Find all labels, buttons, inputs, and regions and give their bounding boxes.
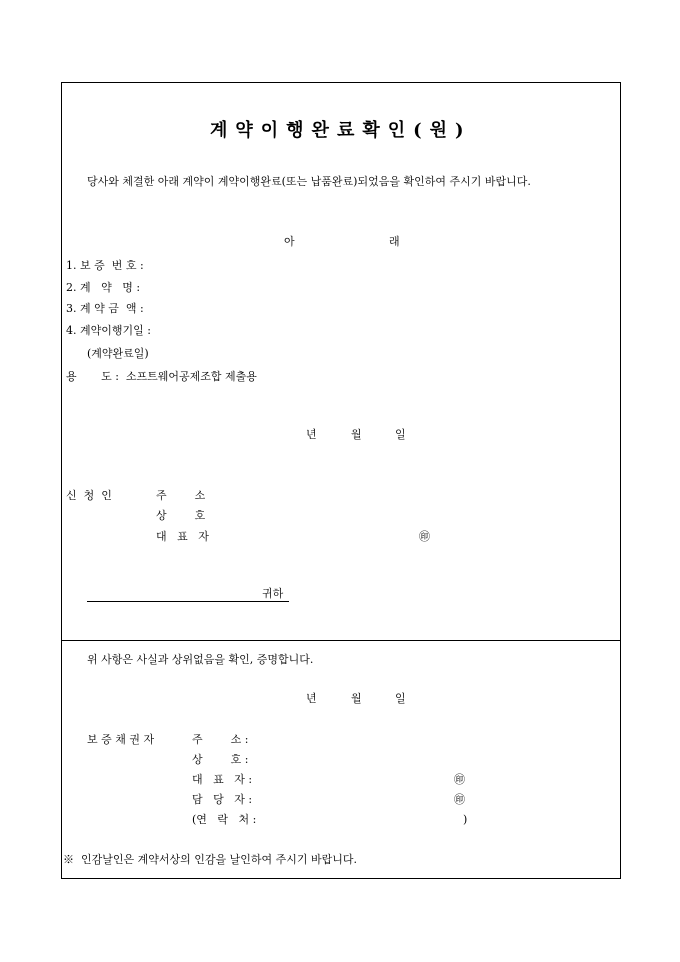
- applicant-seal-mark: ㊞: [419, 530, 430, 543]
- creditor-address: 주 소 :: [192, 733, 249, 746]
- item-guarantee-number: 1. 보 증 번 호 :: [66, 259, 144, 272]
- applicant-representative: 대 표 자: [156, 530, 209, 543]
- section-divider: [61, 640, 621, 641]
- item-purpose: 용 도 : 소프트웨어공제조합 제출용: [66, 370, 257, 383]
- item-performance-date: 4. 계약이행기일 :: [66, 324, 151, 337]
- form-title: 계약이행완료확인(원): [210, 120, 472, 141]
- creditor-representative: 대 표 자 :: [192, 773, 253, 786]
- creditor-manager-seal-mark: ㊞: [454, 793, 465, 806]
- applicant-label: 신 청 인: [66, 489, 112, 502]
- creditor-contact-close: ): [463, 813, 468, 826]
- addressee-underline: [87, 601, 289, 602]
- confirm-text: 위 사항은 사실과 상위없음을 확인, 증명합니다.: [87, 653, 314, 666]
- date-day: 일: [395, 428, 406, 441]
- applicant-address: 주 소: [156, 489, 206, 502]
- item-contract-amount: 3. 계 약 금 액 :: [66, 302, 144, 315]
- item-completion-date: (계약완료일): [87, 347, 149, 360]
- date-year: 년: [306, 428, 317, 441]
- footnote: ※ 인감날인은 계약서상의 인감을 날인하여 주시기 바랍니다.: [63, 853, 357, 866]
- creditor-label: 보 증 채 권 자: [87, 733, 155, 746]
- below-label-b: 래: [389, 235, 400, 248]
- creditor-contact: (연 락 처 :: [192, 813, 257, 826]
- creditor-company: 상 호 :: [192, 753, 249, 766]
- below-label-a: 아: [284, 235, 295, 248]
- addressee-suffix: 귀하: [262, 587, 284, 600]
- intro-text: 당사와 체결한 아래 계약이 계약이행완료(또는 납품완료)되었음을 확인하여 주시기 바랍니다.: [87, 175, 531, 188]
- form-frame: [61, 82, 621, 879]
- confirm-date-year: 년: [306, 692, 317, 705]
- creditor-rep-seal-mark: ㊞: [454, 773, 465, 786]
- confirm-date-day: 일: [395, 692, 406, 705]
- creditor-manager: 담 당 자 :: [192, 793, 253, 806]
- item-contract-name: 2. 계 약 명 :: [66, 281, 141, 294]
- applicant-company: 상 호: [156, 509, 206, 522]
- confirm-date-month: 월: [351, 692, 362, 705]
- date-month: 월: [351, 428, 362, 441]
